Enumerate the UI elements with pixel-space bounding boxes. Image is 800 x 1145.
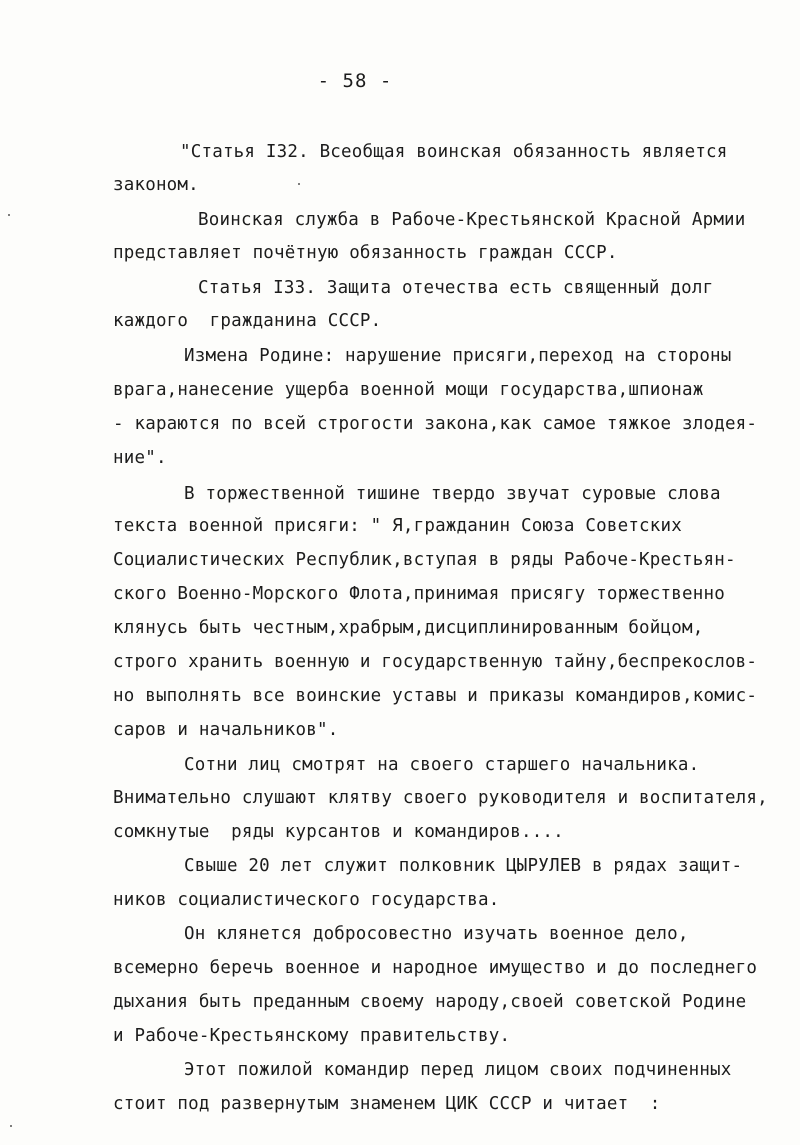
text-line: ников социалистического государства.	[113, 890, 500, 910]
text-line: и Рабоче-Крестьянскому правительству.	[113, 1026, 511, 1046]
text-line: Измена Родине: нарушение присяги,переход на стороны	[184, 346, 732, 366]
text-line: строго хранить военную и государственную тайну,беспрекослов-	[113, 652, 758, 672]
text-line: "Статья I32. Всеобщая воинская обязанность является	[180, 142, 728, 162]
text-line: Свыше 20 лет служит полковник ЦЫРУЛЕВ в рядах защит-	[184, 856, 743, 876]
text-line: В торжественной тишине твердо звучат суровые слова	[184, 484, 721, 504]
text-line: но выполнять все воинские уставы и приказы командиров,комис-	[113, 686, 758, 706]
scan-speck	[8, 214, 10, 216]
text-line: стоит под развернутым знаменем ЦИК СССР и читает :	[113, 1094, 661, 1114]
text-line: Воинская служба в Рабоче-Крестьянской Красной Армии	[198, 210, 746, 230]
text-line: - караются по всей строгости закона,как самое тяжкое злодея-	[113, 414, 758, 434]
text-line: представляет почётную обязанность граждан СССР.	[113, 243, 618, 263]
text-line: Статья I33. Защита отечества есть священный долг	[198, 278, 714, 298]
text-line: Внимательно слушают клятву своего руководителя и воспитателя,	[113, 788, 768, 808]
text-line: дыхания быть преданным своему народу,своей советской Родине	[113, 992, 747, 1012]
text-line: Сотни лиц смотрят на своего старшего начальника.	[184, 755, 700, 775]
text-line: всемерно беречь военное и народное имущество и до последнего	[113, 958, 758, 978]
scan-speck	[10, 1125, 12, 1127]
text-line: Он клянется добросовестно изучать военное дело,	[184, 924, 689, 944]
text-line: Социалистических Республик,вступая в ряды Рабоче-Крестьян-	[113, 550, 736, 570]
text-line: законом.	[113, 175, 199, 195]
text-line: ние".	[113, 448, 167, 468]
scan-speck	[298, 183, 300, 185]
text-line: врага,нанесение ущерба военной мощи государства,шпионаж	[113, 380, 704, 400]
text-line: клянусь быть честным,храбрым,дисциплинированным бойцом,	[113, 618, 704, 638]
text-line: текста военной присяги: " Я,гражданин Союза Советских	[113, 516, 683, 536]
text-line: Этот пожилой командир перед лицом своих подчиненных	[184, 1060, 732, 1080]
text-line: саров и начальников".	[113, 720, 339, 740]
text-line: сомкнутые ряды курсантов и командиров....	[113, 822, 564, 842]
text-line: ского Военно-Морского Флота,принимая присягу торжественно	[113, 584, 725, 604]
page-number: - 58 -	[317, 70, 393, 92]
text-line: каждого гражданина СССР.	[113, 311, 382, 331]
